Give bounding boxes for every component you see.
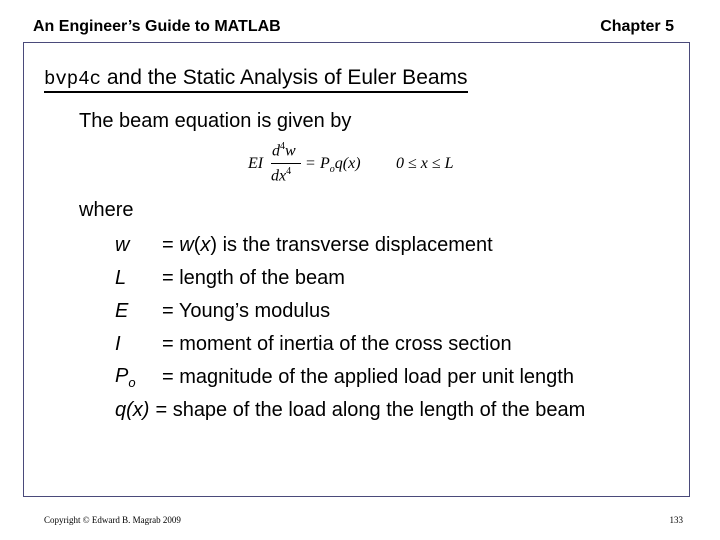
- definition-text-italic: w: [179, 234, 194, 256]
- definition-symbol: [115, 399, 149, 422]
- definition-text: = shape of the load along the length of the beam: [155, 399, 586, 421]
- eq-rhs-q: q(x): [334, 155, 361, 172]
- definition-row: [115, 229, 585, 262]
- eq-num-var: w: [285, 142, 296, 160]
- eq-num-d: d: [272, 142, 280, 160]
- definition-symbol: L: [115, 267, 127, 289]
- eq-rhs-p: P: [320, 155, 330, 172]
- definition-symbol: [115, 365, 162, 390]
- title-code: bvp4c: [44, 68, 102, 90]
- definition-text: = Young’s modulus: [162, 300, 331, 322]
- footer-page-number: 133: [669, 515, 683, 525]
- definition-text-pre: =: [162, 234, 180, 256]
- definition-text-mid: (: [193, 234, 201, 256]
- definition-text: = moment of inertia of the cross section: [162, 333, 512, 355]
- definition-row: [115, 295, 585, 328]
- definition-symbol-main: P: [115, 365, 129, 387]
- definition-row: [115, 328, 585, 361]
- definition-text-post: ) is the transverse displacement: [210, 234, 493, 256]
- eq-ei: EI: [248, 155, 264, 172]
- slide-title: [44, 66, 468, 93]
- eq-numerator: [272, 141, 296, 160]
- definition-row: [115, 361, 585, 394]
- eq-denominator: [271, 166, 291, 185]
- definition-text: [162, 234, 493, 257]
- eq-den-dx: dx: [271, 167, 287, 185]
- definition-symbol-main: q: [115, 399, 127, 421]
- definition-symbol: E: [115, 300, 129, 322]
- definition-text: = length of the beam: [162, 267, 345, 289]
- definitions-list: [115, 229, 585, 427]
- eq-domain: 0 ≤ x ≤ L: [396, 155, 454, 172]
- eq-fraction-bar: [271, 163, 301, 164]
- definition-row: [115, 394, 585, 427]
- title-text: and the Static Analysis of Euler Beams: [101, 66, 468, 89]
- intro-text: The beam equation is given by: [79, 110, 352, 132]
- definition-symbol: w: [115, 234, 130, 256]
- header-book-title: An Engineer’s Guide to MATLAB: [33, 18, 281, 35]
- definition-symbol: I: [115, 333, 121, 355]
- footer-copyright: Copyright © Edward B. Magrab 2009: [44, 515, 181, 525]
- where-label: where: [79, 199, 134, 221]
- header-chapter: Chapter 5: [600, 18, 674, 35]
- definition-text: = magnitude of the applied load per unit length: [162, 366, 574, 388]
- definition-symbol-paren: (x): [126, 399, 150, 421]
- eq-rhs-sub: o: [329, 164, 335, 176]
- definition-text-italic2: x: [200, 234, 211, 256]
- eq-equals: =: [306, 155, 316, 172]
- eq-rhs: [320, 155, 361, 175]
- beam-equation: [246, 137, 476, 189]
- eq-den-sup: 4: [286, 166, 292, 177]
- definition-row: [115, 262, 585, 295]
- eq-num-sup: 4: [280, 141, 285, 152]
- definition-symbol-sub: o: [128, 375, 136, 390]
